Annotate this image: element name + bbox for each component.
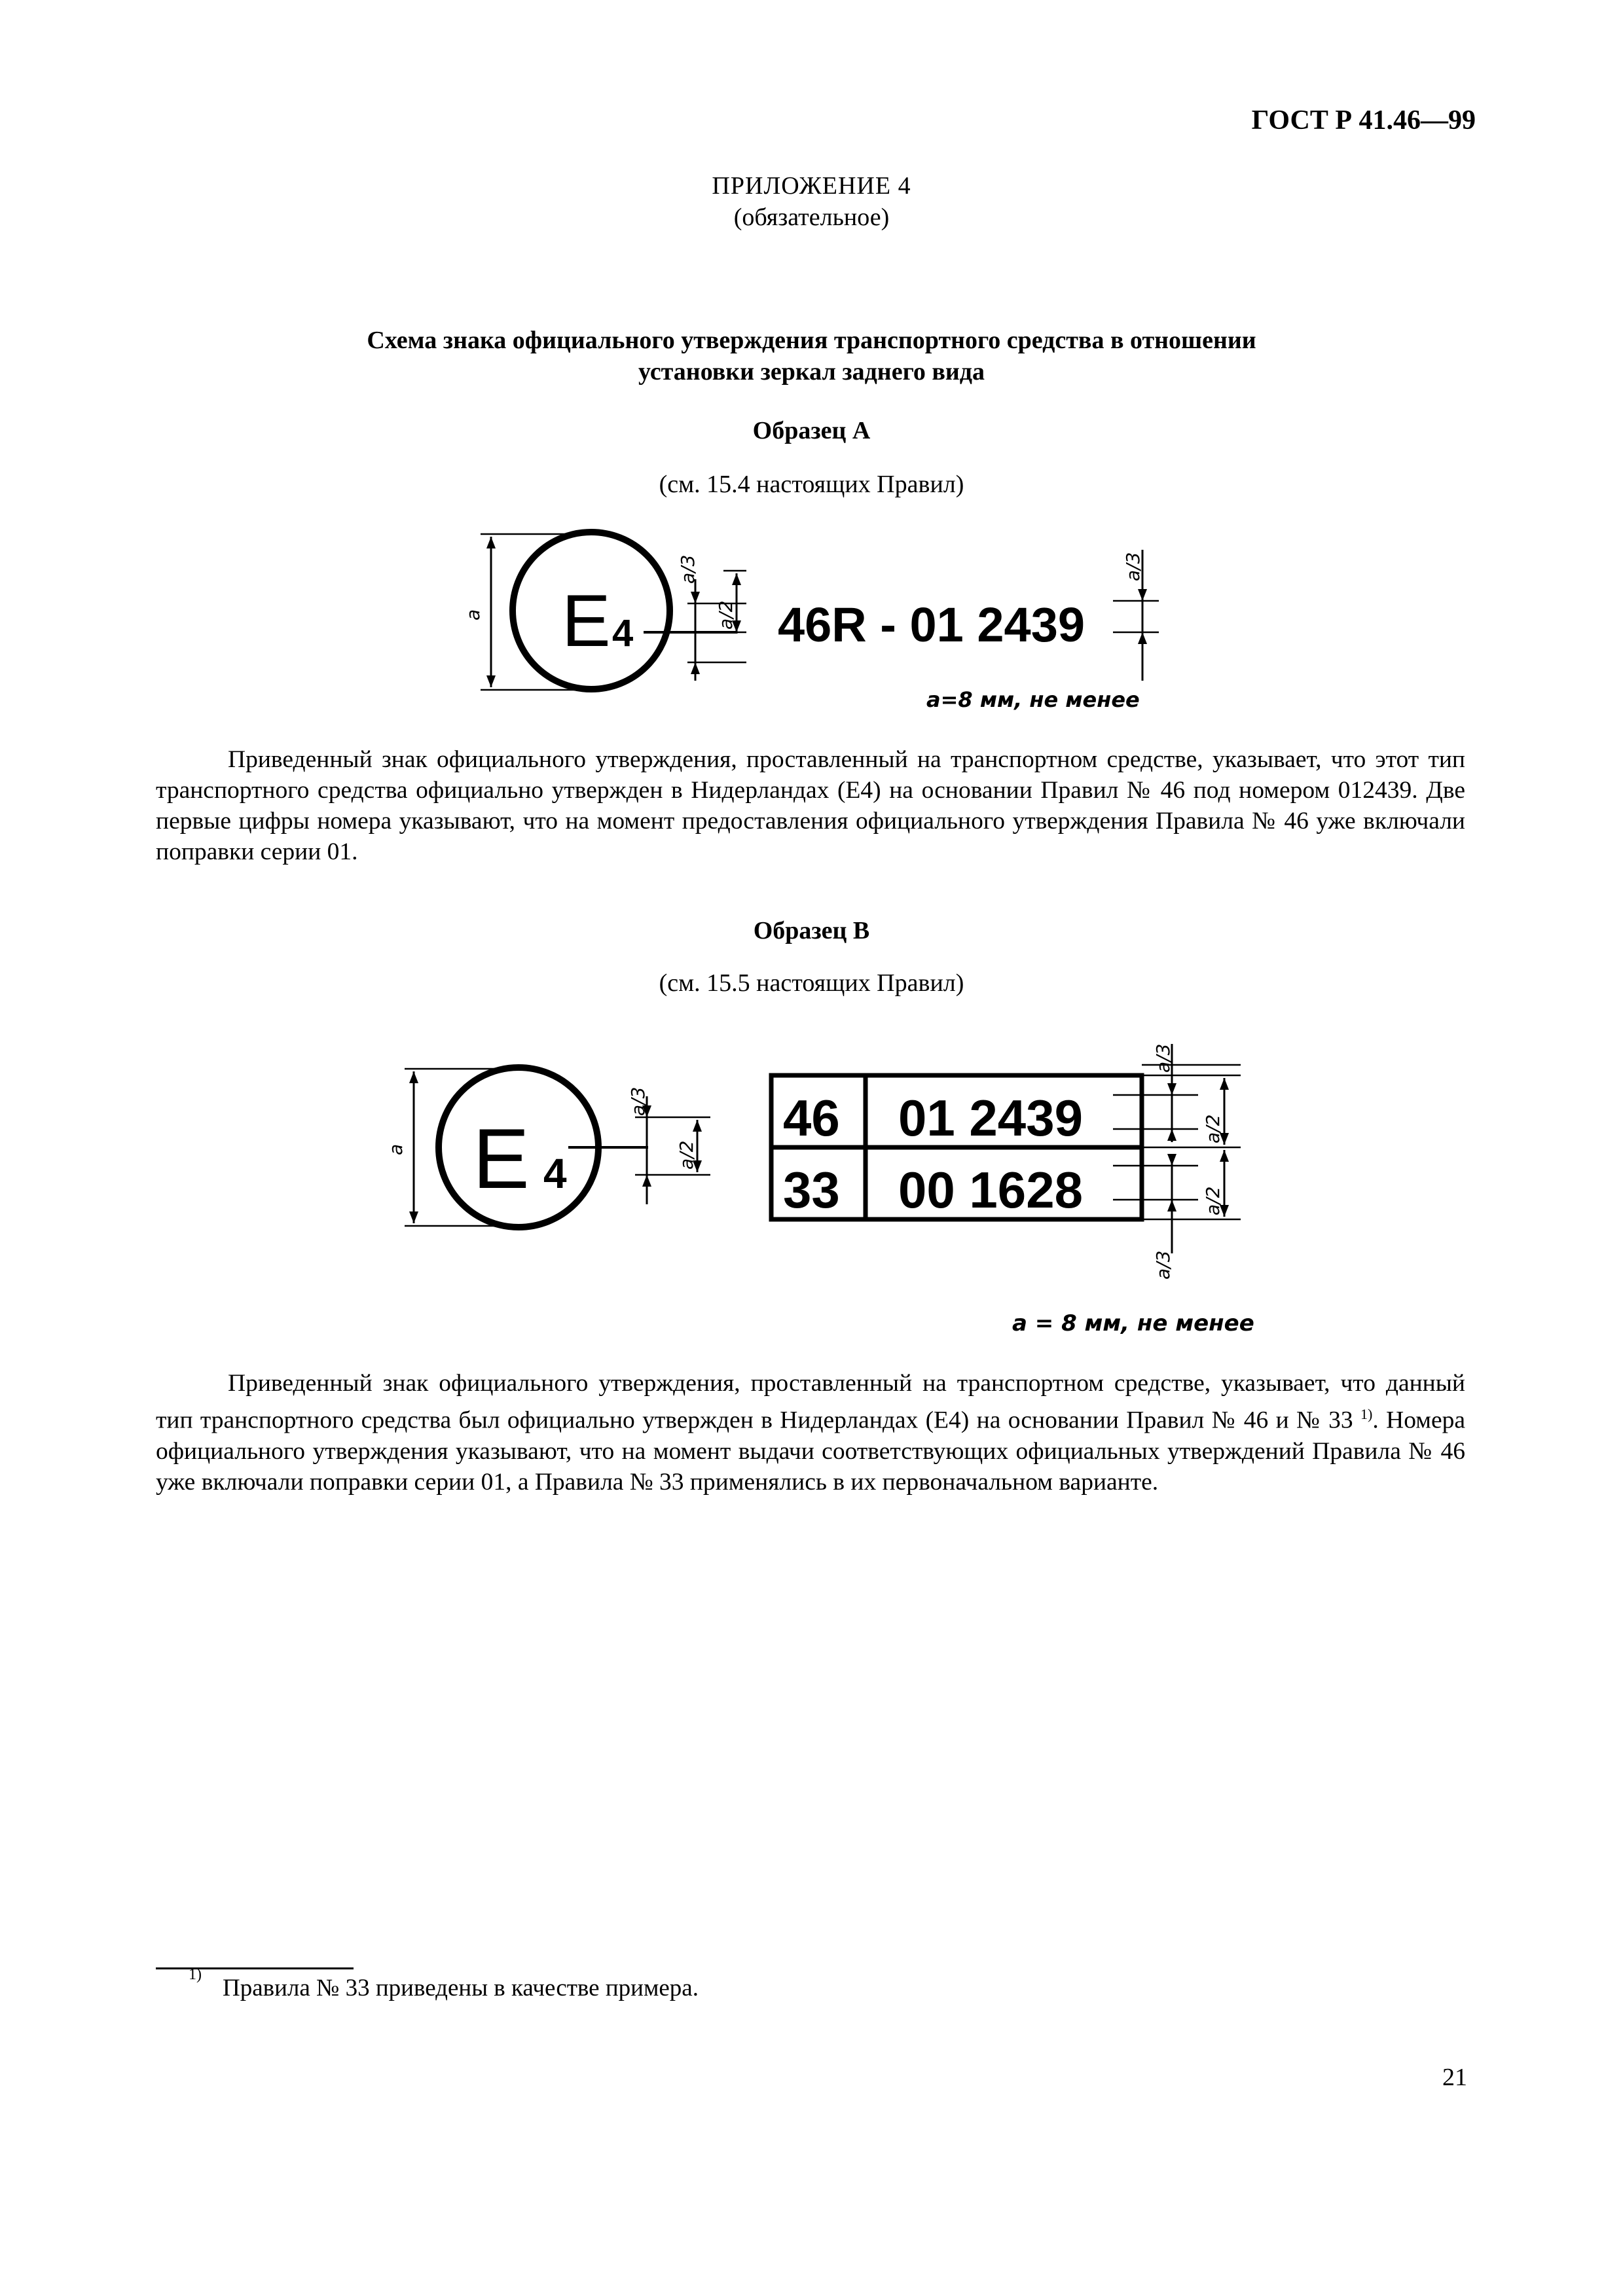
document-title-line1: Схема знака официального утверждения транспортного средства в отношении: [367, 327, 1256, 354]
sample-b-dim-a2-circle: a/2: [676, 1140, 697, 1170]
document-title-line2: установки зеркал заднего вида: [638, 358, 985, 386]
page-number: 21: [1442, 2064, 1467, 2091]
sample-a-reference: (см. 15.4 настоящих Правил): [659, 471, 964, 498]
sample-a-dim-a2: a/2: [715, 600, 737, 630]
sample-b-dim-a: a: [385, 1143, 407, 1155]
sample-a-diagram: [0, 511, 1623, 733]
sample-b-description: [156, 1368, 1465, 1498]
sample-b-dim-a3-top: a/3: [1152, 1043, 1174, 1073]
sample-a-mark-number: 4: [612, 612, 634, 655]
sample-b-dim-a2-lower: a/2: [1202, 1186, 1224, 1215]
sample-a-approval-text: 46R - 01 2439: [778, 598, 1085, 652]
footnote-text: Правила № 33 приведены в качестве примера.: [223, 1975, 699, 2001]
sample-a-dim-a3-left: a/3: [677, 554, 699, 584]
footnote: [189, 1966, 699, 2002]
appendix-title: ПРИЛОЖЕНИЕ 4: [712, 172, 911, 200]
sample-b-row1-approval: 01 2439: [898, 1089, 1083, 1147]
sample-b-row1-regulation: 46: [783, 1089, 840, 1147]
sample-b-diagram: [0, 1018, 1623, 1345]
standard-id: ГОСТ Р 41.46—99: [1251, 105, 1476, 135]
sample-b-dim-a2-upper: a/2: [1202, 1114, 1224, 1143]
sample-b-row2-regulation: 33: [783, 1161, 840, 1219]
sample-b-description-part1: Приведенный знак официального утверждения, проставленный на транспортном средстве, указывает, что данный тип транспортного средства был официально утвержден в Нидерландах (E4) на основании Правил № 46 и № 33: [156, 1370, 1465, 1434]
sample-b-title: Образец B: [753, 917, 870, 944]
footnote-marker: 1): [189, 1966, 202, 1983]
sample-b-mark-number: 4: [543, 1150, 567, 1197]
sample-b-description-part2: . Номера официального утверждения указывают, что на момент выдачи соответствующих официальных утверждений Правила № 46 уже включали поправки серии 01, а Правила № 33 применялись в их первоначальном варианте.: [156, 1407, 1465, 1496]
appendix-subtitle: (обязательное): [733, 204, 890, 231]
sample-b-mark-letter: E: [473, 1111, 530, 1206]
footnote-divider: [156, 1967, 354, 1969]
sample-a-dim-a3-right: a/3: [1122, 552, 1144, 581]
sample-b-note: a = 8 мм, не менее: [1012, 1310, 1254, 1336]
sample-b-dim-a3-bottom: a/3: [1152, 1250, 1174, 1280]
sample-b-row2-approval: 00 1628: [898, 1161, 1083, 1219]
sample-a-title: Образец A: [752, 417, 871, 444]
sample-a-mark-letter: E: [562, 580, 611, 662]
sample-a-description: Приведенный знак официального утверждения, проставленный на транспортном средстве, указывает, что этот тип транспортного средства официально утвержден в Нидерландах (E4) на основании Правил № 46 под номером 012439. Две первые цифры номера указывают, что на момент предоставления официального утверждения Правила № 46 уже включали поправки серии 01.: [156, 746, 1465, 865]
sample-b-reference: (см. 15.5 настоящих Правил): [659, 969, 964, 997]
sample-a-note: a=8 мм, не менее: [926, 687, 1140, 712]
sample-b-dim-a3-circle: a/3: [627, 1086, 649, 1116]
footnote-reference[interactable]: 1): [1360, 1406, 1373, 1422]
sample-a-dim-a: a: [462, 609, 484, 620]
document-title: [0, 325, 1623, 387]
